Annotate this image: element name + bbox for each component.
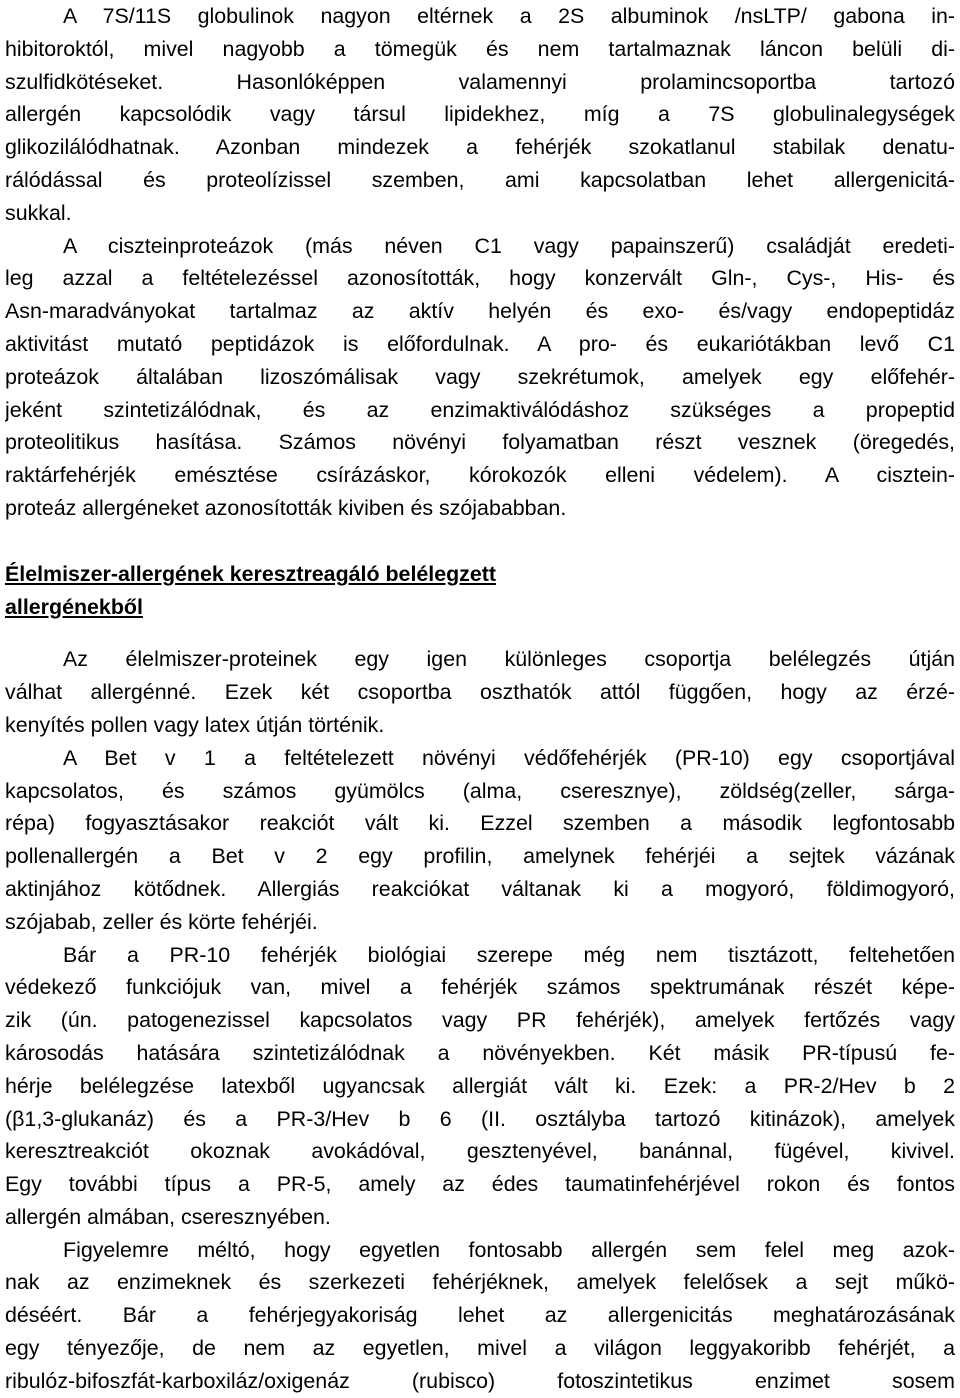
text-line: szulfidkötéseket. Hasonlóképpen valamennyi prolamincsoportba tartozó bbox=[5, 69, 955, 94]
text-line: Az élelmiszer-proteinek egy igen különleges csoportja belélegzés útján bbox=[63, 647, 955, 672]
document-page bbox=[5, 0, 955, 1398]
text-line: válhat allergénné. Ezek két csoportba oszthatók attól függően, hogy az érzé- bbox=[5, 680, 955, 705]
text-line: kenyítés pollen vagy latex útján történik. bbox=[5, 712, 385, 737]
text-line: Egy további típus a PR-5, amely az édes taumatinfehérjével rokon és fontos bbox=[5, 1172, 955, 1197]
text-line: hérje belélegzése latexből ugyancsak allergiát vált ki. Ezek: a PR-2/Hev b 2 bbox=[5, 1073, 955, 1098]
text-line: allergén kapcsolódik vagy társul lipidekhez, míg a 7S globulinalegységek bbox=[5, 102, 955, 127]
text-line: proteolitikus hasítása. Számos növényi folyamatban részt vesznek (öregedés, bbox=[5, 430, 955, 455]
text-line: szójabab, zeller és körte fehérjéi. bbox=[5, 909, 318, 934]
heading-line: Élelmiszer-allergének keresztreagáló belélegzett bbox=[5, 561, 497, 586]
text-line: hibitoroktól, mivel nagyobb a tömegük és nem tartalmaznak láncon belüli di- bbox=[5, 36, 955, 61]
text-line: proteázok általában lizoszómálisak vagy szekrétumok, amelyek egy előfehér- bbox=[5, 364, 955, 389]
paragraph bbox=[5, 0, 955, 230]
text-line: allergén almában, cseresznyében. bbox=[5, 1204, 331, 1229]
text-line: répa) fogyasztásakor reakciót vált ki. Ezzel szemben a második legfontosabb bbox=[5, 811, 955, 836]
text-line: védekező funkciójuk van, mivel a fehérjék számos spektrumának részét képe- bbox=[5, 975, 955, 1000]
text-line: rálódással és proteolízissel szemben, ami kapcsolatban lehet allergenicitá- bbox=[5, 167, 955, 192]
text-line: pollenallergén a Bet v 2 egy profilin, amelynek fehérjéi a sejtek vázának bbox=[5, 844, 955, 869]
text-line: egy tényezője, de nem az egyetlen, mivel a világon leggyakoribb fehérjét, a bbox=[5, 1336, 955, 1361]
heading-line: allergénekből bbox=[5, 594, 143, 619]
text-line: aktivitást mutató peptidázok is előfordulnak. A pro- és eukariótákban levő C1 bbox=[5, 331, 955, 356]
paragraph bbox=[5, 742, 955, 939]
text-line: sukkal. bbox=[5, 200, 72, 225]
paragraph bbox=[5, 939, 955, 1234]
paragraph bbox=[5, 230, 955, 525]
text-line: ribulóz-bifoszfát-karboxiláz/oxigenáz (rubisco) fotoszintetikus enzimet sosem bbox=[5, 1368, 955, 1393]
text-line: keresztreakciót okoznak avokádóval, gesztenyével, banánnal, fügével, kivivel. bbox=[5, 1139, 955, 1164]
text-line: jeként szintetizálódnak, és az enzimaktiválódáshoz szükséges a propeptid bbox=[5, 397, 955, 422]
text-line: aktinjához kötődnek. Allergiás reakciókat váltanak ki a mogyoró, földimogyoró, bbox=[5, 876, 955, 901]
paragraph bbox=[5, 1234, 955, 1398]
text-line: proteáz allergéneket azonosították kiviben és szójababban. bbox=[5, 495, 567, 520]
text-line: glikozilálódhatnak. Azonban mindezek a fehérjék szokatlanul stabilak denatu- bbox=[5, 135, 955, 160]
text-line: leg azzal a feltételezéssel azonosították, hogy konzervált Gln-, Cys-, His- és bbox=[5, 266, 955, 291]
text-line: Asn-maradványokat tartalmaz az aktív helyén és exo- és/vagy endopeptidáz bbox=[5, 299, 955, 324]
text-line: nak az enzimeknek és szerkezeti fehérjéknek, amelyek felelősek a sejt műkö- bbox=[5, 1270, 955, 1295]
text-line: déséért. Bár a fehérjegyakoriság lehet az allergenicitás meghatározásának bbox=[5, 1303, 955, 1328]
text-line: kapcsolatos, és számos gyümölcs (alma, cseresznye), zöldség(zeller, sárga- bbox=[5, 778, 955, 803]
text-line: zik (ún. patogenezissel kapcsolatos vagy PR fehérjék), amelyek fertőzés vagy bbox=[5, 1008, 955, 1033]
text-line: Bár a PR-10 fehérjék biológiai szerepe még nem tisztázott, feltehetően bbox=[63, 942, 955, 967]
text-line: A ciszteinproteázok (más néven C1 vagy papainszerű) családját eredeti- bbox=[63, 233, 955, 258]
text-line: raktárfehérjék emésztése csírázáskor, kórokozók elleni védelem). A cisztein- bbox=[5, 463, 955, 488]
text-line: Figyelemre méltó, hogy egyetlen fontosabb allergén sem felel meg azok- bbox=[63, 1237, 955, 1262]
text-line: károsodás hatására szintetizálódnak a növényekben. Két másik PR-típusú fe- bbox=[5, 1040, 955, 1065]
paragraph bbox=[5, 643, 955, 741]
section-heading bbox=[5, 558, 955, 624]
text-line: A Bet v 1 a feltételezett növényi védőfehérjék (PR-10) egy csoportjával bbox=[63, 745, 955, 770]
text-line: A 7S/11S globulinok nagyon eltérnek a 2S albuminok /nsLTP/ gabona in- bbox=[63, 4, 955, 28]
text-line: (β1,3-glukanáz) és a PR-3/Hev b 6 (II. osztályba tartozó kitinázok), amelyek bbox=[5, 1106, 955, 1131]
